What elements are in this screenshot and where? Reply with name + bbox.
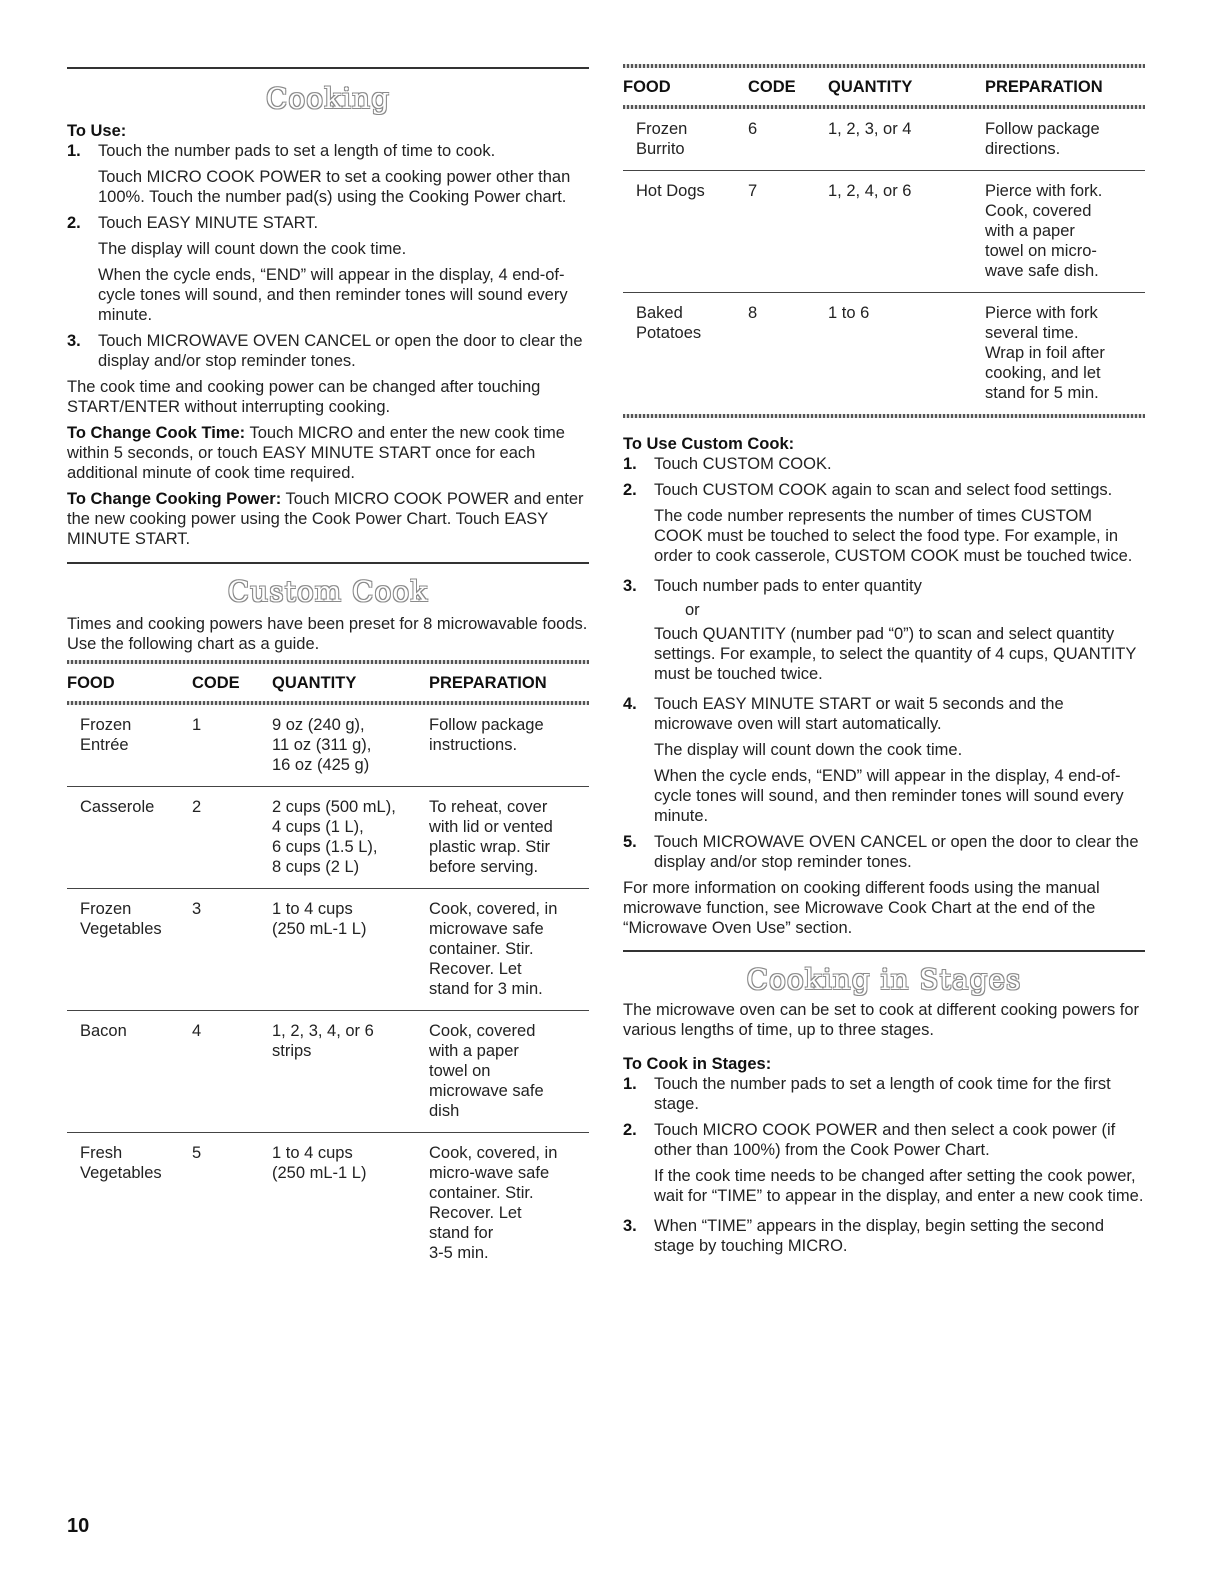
table-header-row <box>623 68 1145 105</box>
to-cook-in-stages-heading: To Cook in Stages: <box>623 1055 772 1073</box>
cell-preparation: Cook, covered with a paper towel on microwave safe dish <box>429 1011 589 1133</box>
header-preparation: PREPARATION <box>429 674 547 692</box>
custom-cook-footer-note: For more information on cooking different foods using the manual microwave function, see Microwave Cook Chart at the end of the “Microwave Oven Use” section. <box>623 879 1100 937</box>
cell-preparation: Cook, covered, in micro-wave safe container. Stir. Recover. Let stand for 3-5 min. <box>429 1144 558 1262</box>
cell-food: Frozen Entrée <box>67 705 192 787</box>
list-item <box>623 454 1145 474</box>
list-item <box>67 213 589 325</box>
to-use-heading: To Use: <box>67 122 127 140</box>
table-row <box>623 171 1145 293</box>
step-text: Touch EASY MINUTE START or wait 5 seconds and the microwave oven will start automatically. <box>654 695 1064 733</box>
cell-quantity: 1 to 4 cups (250 mL-1 L) <box>272 1144 367 1182</box>
header-food: FOOD <box>623 78 671 96</box>
list-number: 3. <box>623 577 637 595</box>
header-code: CODE <box>192 674 240 692</box>
cell-quantity: 1, 2, 4, or 6 <box>828 171 985 293</box>
cell-code: 5 <box>192 1144 202 1162</box>
step-subtext: If the cook time needs to be changed after setting the cook power, wait for “TIME” to appear in the display, and enter a new cook time. <box>654 1167 1144 1205</box>
cell-code: 3 <box>192 889 272 1011</box>
step-text: Touch the number pads to set a length of cook time for the first stage. <box>654 1075 1111 1113</box>
table-row <box>623 109 1145 171</box>
header-quantity: QUANTITY <box>272 674 357 692</box>
cell-code: 1 <box>192 705 272 787</box>
cell-preparation: Pierce with fork. Cook, covered with a paper towel on micro- wave safe dish. <box>985 171 1145 293</box>
change-cook-time-text: Touch MICRO and enter the new cook time within 5 seconds, or touch EASY MINUTE START once for each additional minute of cook time required. <box>67 424 565 482</box>
right-column <box>623 0 1145 1256</box>
cell-preparation: To reheat, cover with lid or vented plastic wrap. Stir before serving. <box>429 787 589 889</box>
list-number: 1. <box>67 142 81 160</box>
custom-cook-table-continued <box>623 68 1145 414</box>
cell-code: 2 <box>192 787 272 889</box>
custom-cook-intro: Times and cooking powers have been preset for 8 microwavable foods. Use the following chart as a guide. <box>67 615 588 653</box>
table-row <box>67 1011 589 1133</box>
cell-food: Casserole <box>67 787 192 889</box>
or-text: or <box>685 601 700 619</box>
cell-quantity: 2 cups (500 mL), 4 cups (1 L), 6 cups (1.5 L), 8 cups (2 L) <box>272 787 429 889</box>
section-title-cooking-in-stages: Cooking in Stages <box>746 963 1022 996</box>
step-text: Touch the number pads to set a length of time to cook. <box>98 142 496 160</box>
table-bottom-border <box>623 414 1145 418</box>
cell-code: 4 <box>192 1011 272 1133</box>
section-divider <box>67 67 589 69</box>
table-row <box>623 293 1145 415</box>
list-item <box>623 1074 1145 1114</box>
cell-quantity: 1 to 6 <box>828 304 870 322</box>
step-subtext: When the cycle ends, “END” will appear in the display, 4 end-of-cycle tones will sound, and then reminder tones will sound every minute. <box>98 266 568 324</box>
cell-food: Frozen Vegetables <box>67 889 192 1011</box>
list-item <box>623 480 1145 566</box>
step-text: Touch number pads to enter quantity <box>654 577 922 595</box>
custom-cook-table <box>67 664 589 1274</box>
table-header-row <box>67 664 589 701</box>
change-power-text: Touch MICRO COOK POWER and enter the new cooking power using the Cook Power Chart. Touch EASY MINUTE START. <box>67 490 584 548</box>
step-subtext: Touch MICRO COOK POWER to set a cooking power other than 100%. Touch the number pad(s) using the Cooking Power chart. <box>98 168 571 206</box>
cell-code: 6 <box>748 109 828 171</box>
step-subtext: The code number represents the number of times CUSTOM COOK must be touched to select the food type. For example, in order to cook casserole, CUSTOM COOK must be touched twice. <box>654 507 1133 565</box>
page-number: 10 <box>67 1515 90 1537</box>
list-item <box>623 576 1145 684</box>
section-title-custom-cook: Custom Cook <box>227 575 429 608</box>
step-text: Touch MICROWAVE OVEN CANCEL or open the door to clear the display and/or stop reminder tones. <box>98 332 583 370</box>
cell-code: 7 <box>748 171 828 293</box>
section-title-cooking: Cooking <box>265 82 391 115</box>
cell-quantity: 1, 2, 3, or 4 <box>828 109 985 171</box>
header-code: CODE <box>748 78 796 96</box>
cell-preparation: Follow package directions. <box>985 109 1145 171</box>
change-cooking-power <box>67 489 589 549</box>
table-row <box>67 1133 589 1275</box>
header-food: FOOD <box>67 674 115 692</box>
step-text: Touch CUSTOM COOK. <box>654 455 832 473</box>
cell-food: Fresh Vegetables <box>80 1144 162 1182</box>
cell-food: Frozen Burrito <box>623 109 748 171</box>
list-number: 3. <box>67 332 81 350</box>
cell-preparation: Cook, covered, in microwave safe container. Stir. Recover. Let stand for 3 min. <box>429 889 589 1011</box>
to-use-custom-cook-heading: To Use Custom Cook: <box>623 435 795 453</box>
change-cook-time <box>67 423 589 483</box>
list-number: 1. <box>623 1075 637 1093</box>
cell-quantity: 9 oz (240 g), 11 oz (311 g), 16 oz (425 g) <box>272 705 429 787</box>
step-subtext: The display will count down the cook time. <box>98 240 407 258</box>
list-item <box>67 141 589 207</box>
list-number: 4. <box>623 695 637 713</box>
list-number: 3. <box>623 1217 637 1235</box>
change-power-label: To Change Cooking Power: <box>67 490 282 508</box>
step-text: When “TIME” appears in the display, begin setting the second stage by touching MICRO. <box>654 1217 1105 1255</box>
section-divider <box>67 562 589 564</box>
list-item <box>623 1120 1145 1206</box>
list-item <box>623 1216 1145 1256</box>
table-row <box>67 787 589 889</box>
left-column <box>67 0 589 1274</box>
step-subtext: Touch QUANTITY (number pad “0”) to scan and select quantity settings. For example, to select the quantity of 4 cups, QUANTITY must be touched twice. <box>654 625 1137 683</box>
cooking-note: The cook time and cooking power can be changed after touching START/ENTER without interrupting cooking. <box>67 378 541 416</box>
list-item <box>623 832 1145 872</box>
list-number: 1. <box>623 455 637 473</box>
cell-food: Hot Dogs <box>623 171 748 293</box>
step-text: Touch MICRO COOK POWER and then select a cook power (if other than 100%) from the Cook Power Chart. <box>654 1121 1116 1159</box>
header-quantity: QUANTITY <box>828 78 913 96</box>
list-number: 2. <box>67 214 81 232</box>
step-text: Touch CUSTOM COOK again to scan and select food settings. <box>654 481 1113 499</box>
cell-code: 8 <box>748 304 758 322</box>
cell-food: Baked Potatoes <box>636 304 702 342</box>
step-text: Touch MICROWAVE OVEN CANCEL or open the door to clear the display and/or stop reminder tones. <box>654 833 1139 871</box>
table-row <box>67 705 589 787</box>
cell-food: Bacon <box>67 1011 192 1133</box>
step-subtext: The display will count down the cook time. <box>654 741 963 759</box>
step-subtext: When the cycle ends, “END” will appear in the display, 4 end-of-cycle tones will sound, and then reminder tones will sound every minute. <box>654 767 1124 825</box>
stages-intro: The microwave oven can be set to cook at different cooking powers for various lengths of time, up to three stages. <box>623 1001 1140 1039</box>
table-row <box>67 889 589 1011</box>
list-number: 2. <box>623 481 637 499</box>
list-item <box>67 331 589 371</box>
list-number: 2. <box>623 1121 637 1139</box>
section-divider <box>623 950 1145 952</box>
list-item <box>623 694 1145 826</box>
header-preparation: PREPARATION <box>985 78 1103 96</box>
cell-preparation: Pierce with fork several time. Wrap in foil after cooking, and let stand for 5 min. <box>985 304 1105 402</box>
step-text: Touch EASY MINUTE START. <box>98 214 319 232</box>
cell-quantity: 1 to 4 cups (250 mL-1 L) <box>272 889 429 1011</box>
change-cook-time-label: To Change Cook Time: <box>67 424 246 442</box>
cell-preparation: Follow package instructions. <box>429 705 589 787</box>
list-number: 5. <box>623 833 637 851</box>
cell-quantity: 1, 2, 3, 4, or 6 strips <box>272 1011 429 1133</box>
